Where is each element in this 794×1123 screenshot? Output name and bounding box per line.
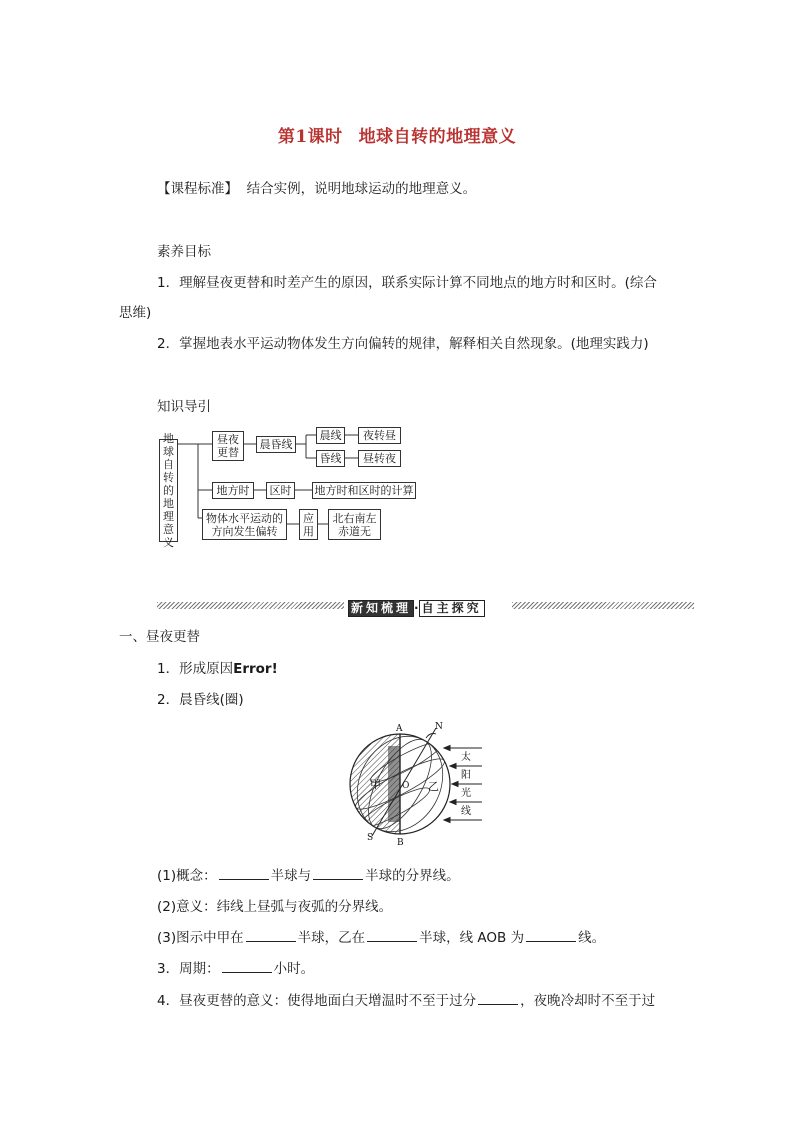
error-text: Error! xyxy=(233,661,278,677)
lesson-number: 第1课时 xyxy=(277,127,343,147)
answer-blank[interactable] xyxy=(219,867,269,880)
answer-blank[interactable] xyxy=(478,992,518,1005)
sunlight-char-4: 线 xyxy=(461,806,471,817)
question-meaning: (2)意义：纬线上昼弧与夜弧的分界线。 xyxy=(157,899,393,915)
concept-application: 应 用 xyxy=(299,509,318,540)
question-concept: (1)概念： 半球与 半球的分界线。 xyxy=(157,868,460,884)
concept-day-night: 昼夜 更替 xyxy=(212,431,244,461)
answer-blank[interactable] xyxy=(222,960,272,973)
section1-item2: 2．晨昏线(圈) xyxy=(157,692,244,708)
answer-blank[interactable] xyxy=(367,929,417,942)
section1-heading: 一、昼夜更替 xyxy=(119,629,200,645)
concept-dawn-result: 夜转昼 xyxy=(358,427,401,444)
answer-blank[interactable] xyxy=(313,867,363,880)
sunlight-char-3: 光 xyxy=(461,788,471,799)
banner-right-label: 自主探究 xyxy=(419,600,485,617)
concept-time-calc: 地方时和区时的计算 xyxy=(312,482,416,499)
banner-dot: · xyxy=(414,601,419,615)
concept-dusk-line: 昏线 xyxy=(316,450,345,467)
course-standard xyxy=(157,180,476,198)
terminator-globe-diagram xyxy=(340,718,490,850)
label-b: B xyxy=(397,838,404,848)
question-significance: 4．昼夜更替的意义：使得地面白天增温时不至于过分 ，夜晚冷却时不至于过 xyxy=(157,993,656,1009)
answer-blank[interactable] xyxy=(526,929,576,942)
answer-blank[interactable] xyxy=(246,929,296,942)
banner-left-label: 新知梳理 xyxy=(348,600,414,617)
question-period: 3．周期： 小时。 xyxy=(157,961,315,977)
lesson-topic: 地球自转的地理意义 xyxy=(358,127,517,147)
goal-item-1: 1．理解昼夜更替和时差产生的原因，联系实际计算不同地点的地方时和区时。(综合 xyxy=(157,275,657,291)
label-o: O xyxy=(402,781,410,791)
concept-deflection-rule: 北右南左 赤道无 xyxy=(328,509,381,540)
label-s: S xyxy=(367,833,374,843)
guide-heading: 知识导引 xyxy=(157,399,211,415)
concept-dusk-result: 昼转夜 xyxy=(358,450,401,467)
concept-deflection: 物体水平运动的 方向发生偏转 xyxy=(202,509,287,540)
question-diagram: (3)图示中甲在 半球，乙在 半球，线 AOB 为 线。 xyxy=(157,930,606,946)
concept-dawn-line: 晨线 xyxy=(316,427,345,444)
goal-item-2: 2．掌握地表水平运动物体发生方向偏转的规律，解释相关自然现象。(地理实践力) xyxy=(157,336,649,352)
label-yi: 乙 xyxy=(428,780,439,793)
concept-local-time: 地方时 xyxy=(212,482,254,499)
label-a: A xyxy=(396,724,403,734)
standard-label: 【课程标准】 xyxy=(157,181,238,197)
label-jia: 甲 xyxy=(370,778,381,791)
concept-zone-time: 区时 xyxy=(266,482,295,499)
sunlight-char-1: 太 xyxy=(461,752,471,763)
sunlight-char-2: 阳 xyxy=(461,770,471,781)
section-banner xyxy=(348,597,485,617)
goals-heading: 素养目标 xyxy=(157,244,211,260)
page-title xyxy=(0,122,794,147)
label-n: N xyxy=(435,722,443,732)
section1-item1: 1．形成原因Error! xyxy=(157,661,278,677)
banner-hatch-right xyxy=(512,602,694,609)
banner-hatch-left xyxy=(157,602,344,609)
goal-item-1-cont: 思维) xyxy=(119,305,152,321)
concept-root: 地 球 自 转 的 地 理 意 义 xyxy=(159,439,178,542)
standard-text: 结合实例，说明地球运动的地理意义。 xyxy=(246,181,477,197)
concept-terminator: 晨昏线 xyxy=(256,436,296,453)
